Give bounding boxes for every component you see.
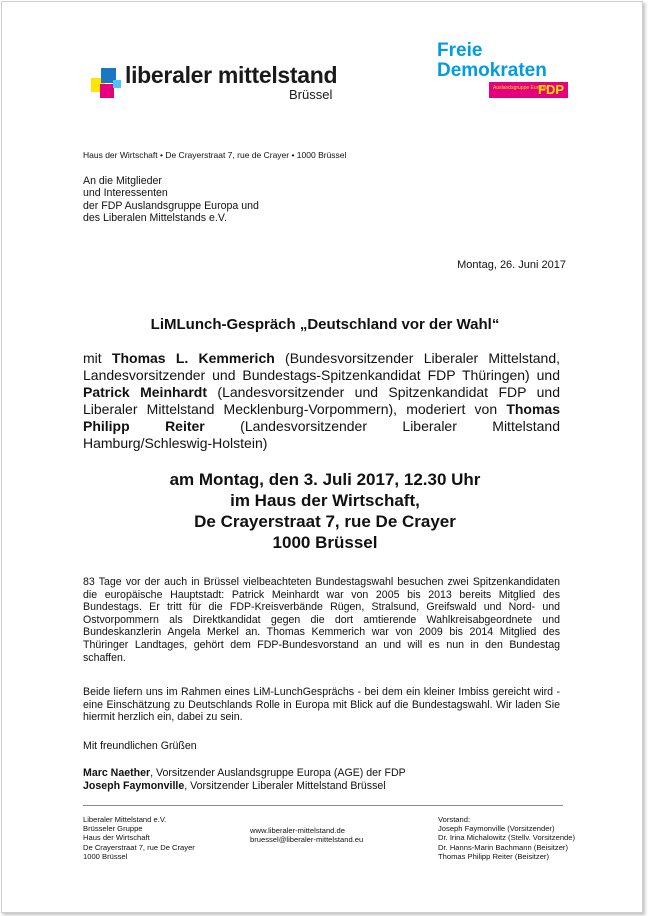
event-venue: im Haus der Wirtschaft, [230,491,420,510]
logo-square-cyan [113,80,121,88]
fdp-logo-line1: Freie [437,40,483,61]
footer-line: Joseph Faymonville (Vorsitzender) [438,824,555,834]
event-street: De Crayerstraat 7, rue De Crayer [194,512,456,531]
sender-address-line: Haus der Wirtschaft • De Crayerstraat 7, rue de Crayer • 1000 Brüssel [83,150,347,160]
intro-text: (Bundesvorsitzender Liberaler Mittelstand, Landesvorsitzender und Bundestags-Spitzenkandidat FDP Thüringen) und [83,350,560,383]
speaker-name: Patrick Meinhardt [83,384,207,400]
recipient-line: der FDP Auslandsgruppe Europa und [83,199,259,212]
footer-line: Dr. Irina Michalowitz (Stellv. Vorsitzende) [438,833,576,843]
footer-line: De Crayerstraat 7, rue De Crayer [83,842,195,852]
intro-text: mit [83,350,112,366]
signer-name: Joseph Faymonville [83,780,185,792]
body-paragraph-1: 83 Tage vor der auch in Brüssel vielbeachteten Bundestagswahl besuchen zwei Spitzenkandidaten die europäische Hauptstadt: Patrick Meinhardt war von 2005 bis 2013 bereits Mitglied des Bundestags. Er tritt für die FDP-Kreisverbände Rügen, Stralsund, Greifswald und Nord- und Ostvorpommern als Direktkandidat gegen die dort amtierende Wahlkreisabgeordnete und Bundeskanzlerin Angela Merkel an. Thomas Kemmerich war von 2009 bis 2014 Mitglied des Thüringer Landtages, gehört dem FDP-Bundesvorstand an und will es nun in den Bundestag schaffen. [83,576,560,664]
footer-line: Liberaler Mittelstand e.V. [83,815,167,824]
footer-divider [83,805,563,806]
footer-line: Dr. Hanns-Marin Bachmann (Beisitzer) [438,842,568,852]
footer-line: Brüsseler Gruppe [83,824,143,834]
lim-logo-name: liberaler mittelstand [125,62,338,88]
footer-website: www.liberaler-mittelstand.de [250,826,345,835]
signature-line-2 [83,780,406,793]
intro-text: (Landesvorsitzender und Spitzenkandidat FDP und Liberaler Mittelstand Mecklenburg-Vorpommern), moderiert von [83,384,560,417]
recipient-line: An die Mitglieder [83,175,162,187]
letter-date: Montag, 26. Juni 2017 [457,259,566,271]
fdp-logo-line2: Demokraten [437,60,547,81]
closing-greeting: Mit freundlichen Grüßen [83,740,197,752]
intro-text: (Landesvorsitzender Liberaler Mittelstand Hamburg/Schleswig-Holstein) [83,418,560,451]
footer-contact [250,826,363,844]
footer-organization [83,815,195,861]
fdp-logo-band [489,82,568,98]
recipient-line: und Interessenten [83,187,168,200]
footer-line: Haus der Wirtschaft [83,833,150,843]
lim-logo-city: Brüssel [289,87,333,102]
intro-paragraph [83,350,560,452]
event-city: 1000 Brüssel [272,533,378,552]
signatures [83,767,406,793]
footer-email: bruessel@liberaler-mittelstand.eu [250,835,364,845]
fdp-band-subtitle: Auslandsgruppe Europa [493,85,547,91]
event-details [0,469,650,553]
recipient-line: des Liberalen Mittelstands e.V. [83,212,227,225]
footer-line: Vorstand: [438,815,471,824]
signer-role: , Vorsitzender Liberaler Mittelstand Brüssel [184,780,386,792]
body-paragraph-2: Beide liefern uns im Rahmen eines LiM-LunchGesprächs - bei dem ein kleiner Imbiss gereicht wird - eine Einschätzung zu Deutschlands Rolle in Europa mit Blick auf die Bundestagswahl. Wir laden Sie hiermit herzlich ein, dabei zu sein. [83,686,560,724]
signature-line-1 [83,767,406,780]
signer-name: Marc Naether [83,767,151,779]
fdp-band-text: FDP [538,82,564,97]
letter-title: LiMLunch-Gespräch „Deutschland vor der Wahl“ [150,316,500,333]
footer-line: Thomas Philipp Reiter (Beisitzer) [438,851,549,861]
footer-line: 1000 Brüssel [83,851,128,861]
lim-logo [91,60,351,110]
event-date: am Montag, den 3. Juli 2017, 12.30 Uhr [169,470,481,489]
signer-role: , Vorsitzender Auslandsgruppe Europa (AGE) der FDP [150,767,406,779]
moderator-name: Thomas Philipp Reiter [83,401,560,434]
footer-board [438,815,575,861]
speaker-name: Thomas L. Kemmerich [111,350,275,366]
logo-square-magenta [100,84,114,98]
recipient-address [83,175,259,225]
